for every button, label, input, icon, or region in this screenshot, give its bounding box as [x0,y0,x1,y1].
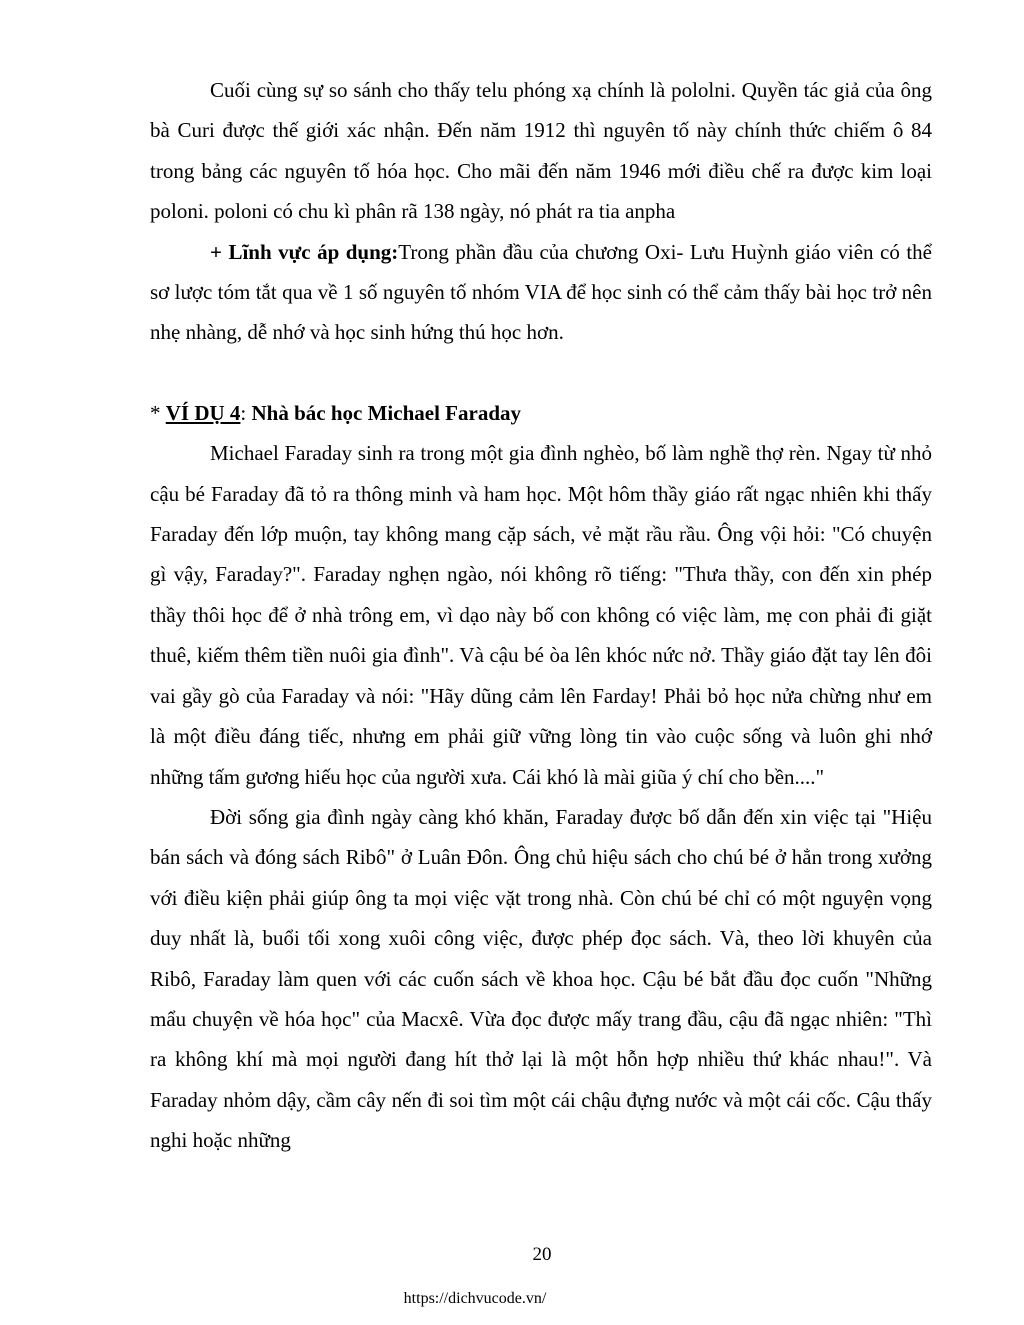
footer-url: https://dichvucode.vn/ [403,1290,547,1307]
example-title: Nhà bác học Michael Faraday [251,400,521,425]
example-heading [150,393,932,433]
spacer [150,353,932,393]
page-number: 20 [532,1244,552,1265]
paragraph-story-2: Đời sống gia đình ngày càng khó khăn, Faraday được bố dẫn đến xin việc tại "Hiệu bán sách và đóng sách Ribô" ở Luân Đôn. Ông chủ hiệu sách cho chú bé ở hẳn trong xưởng với điều kiện phải giúp ông ta mọi việc vặt trong nhà. Còn chú bé chỉ có một nguyện vọng duy nhất là, buổi tối xong xuôi công việc, được phép đọc sách. Và, theo lời khuyên của Ribô, Faraday làm quen với các cuốn sách về khoa học. Cậu bé bắt đầu đọc cuốn "Những mẩu chuyện về hóa học" của Macxê. Vừa đọc được mấy trang đầu, cậu đã ngạc nhiên: "Thì ra không khí mà mọi người đang hít thở lại là một hỗn hợp nhiều thứ khác nhau!". Và Faraday nhỏm dậy, cầm cây nến đi soi tìm một cái chậu đựng nước và một cái cốc. Cậu thấy nghi hoặc những [150,804,932,1153]
application-text: Trong phần đầu của chương Oxi- Lưu Huỳnh giáo viên có thể sơ lược tóm tắt qua về 1 số nguyên tố nhóm VIA để học sinh có thể cảm thấy bài học trở nên nhẹ nhàng, dễ nhớ và học sinh hứng thú học hơn. [150,239,933,345]
paragraph-story-1: Michael Faraday sinh ra trong một gia đình nghèo, bố làm nghề thợ rèn. Ngay từ nhỏ cậu bé Faraday đã tỏ ra thông minh và ham học. Một hôm thầy giáo rất ngạc nhiên khi thấy Faraday đến lớp muộn, tay không mang cặp sách, vẻ mặt rầu rầu. Ông vội hỏi: "Có chuyện gì vậy, Faraday?". Faraday nghẹn ngào, nói không rõ tiếng: "Thưa thầy, con đến xin phép thầy thôi học để ở nhà trông em, vì dạo này bố con không có việc làm, mẹ con phải đi giặt thuê, kiếm thêm tiền nuôi gia đình". Và cậu bé òa lên khóc nức nở. Thầy giáo đặt tay lên đôi vai gầy gò của Faraday và nói: "Hãy dũng cảm lên Farday! Phải bỏ học nửa chừng như em là một điều đáng tiếc, nhưng em phải giữ vững lòng tin vào cuộc sống và luôn ghi nhớ những tấm gương hiếu học của người xưa. Cái khó là mài giũa ý chí cho bền...." [150,441,932,789]
document-page [150,70,932,1161]
paragraph-polonium: Cuối cùng sự so sánh cho thấy telu phóng xạ chính là pololni. Quyền tác giả của ông bà Curi được thế giới xác nhận. Đến năm 1912 thì nguyên tố này chính thức chiếm ô 84 trong bảng các nguyên tố hóa học. Cho mãi đến năm 1946 mới điều chế ra được kim loại poloni. poloni có chu kì phân rã 138 ngày, nó phát ra tia anpha [150,78,932,224]
application-label: Lĩnh vực áp dụng: [228,239,399,264]
example-colon: : [240,400,252,425]
example-label: VÍ DỤ 4 [165,400,241,425]
application-prefix: + [210,239,229,264]
paragraph-application [150,232,932,353]
example-star: * [150,400,166,425]
